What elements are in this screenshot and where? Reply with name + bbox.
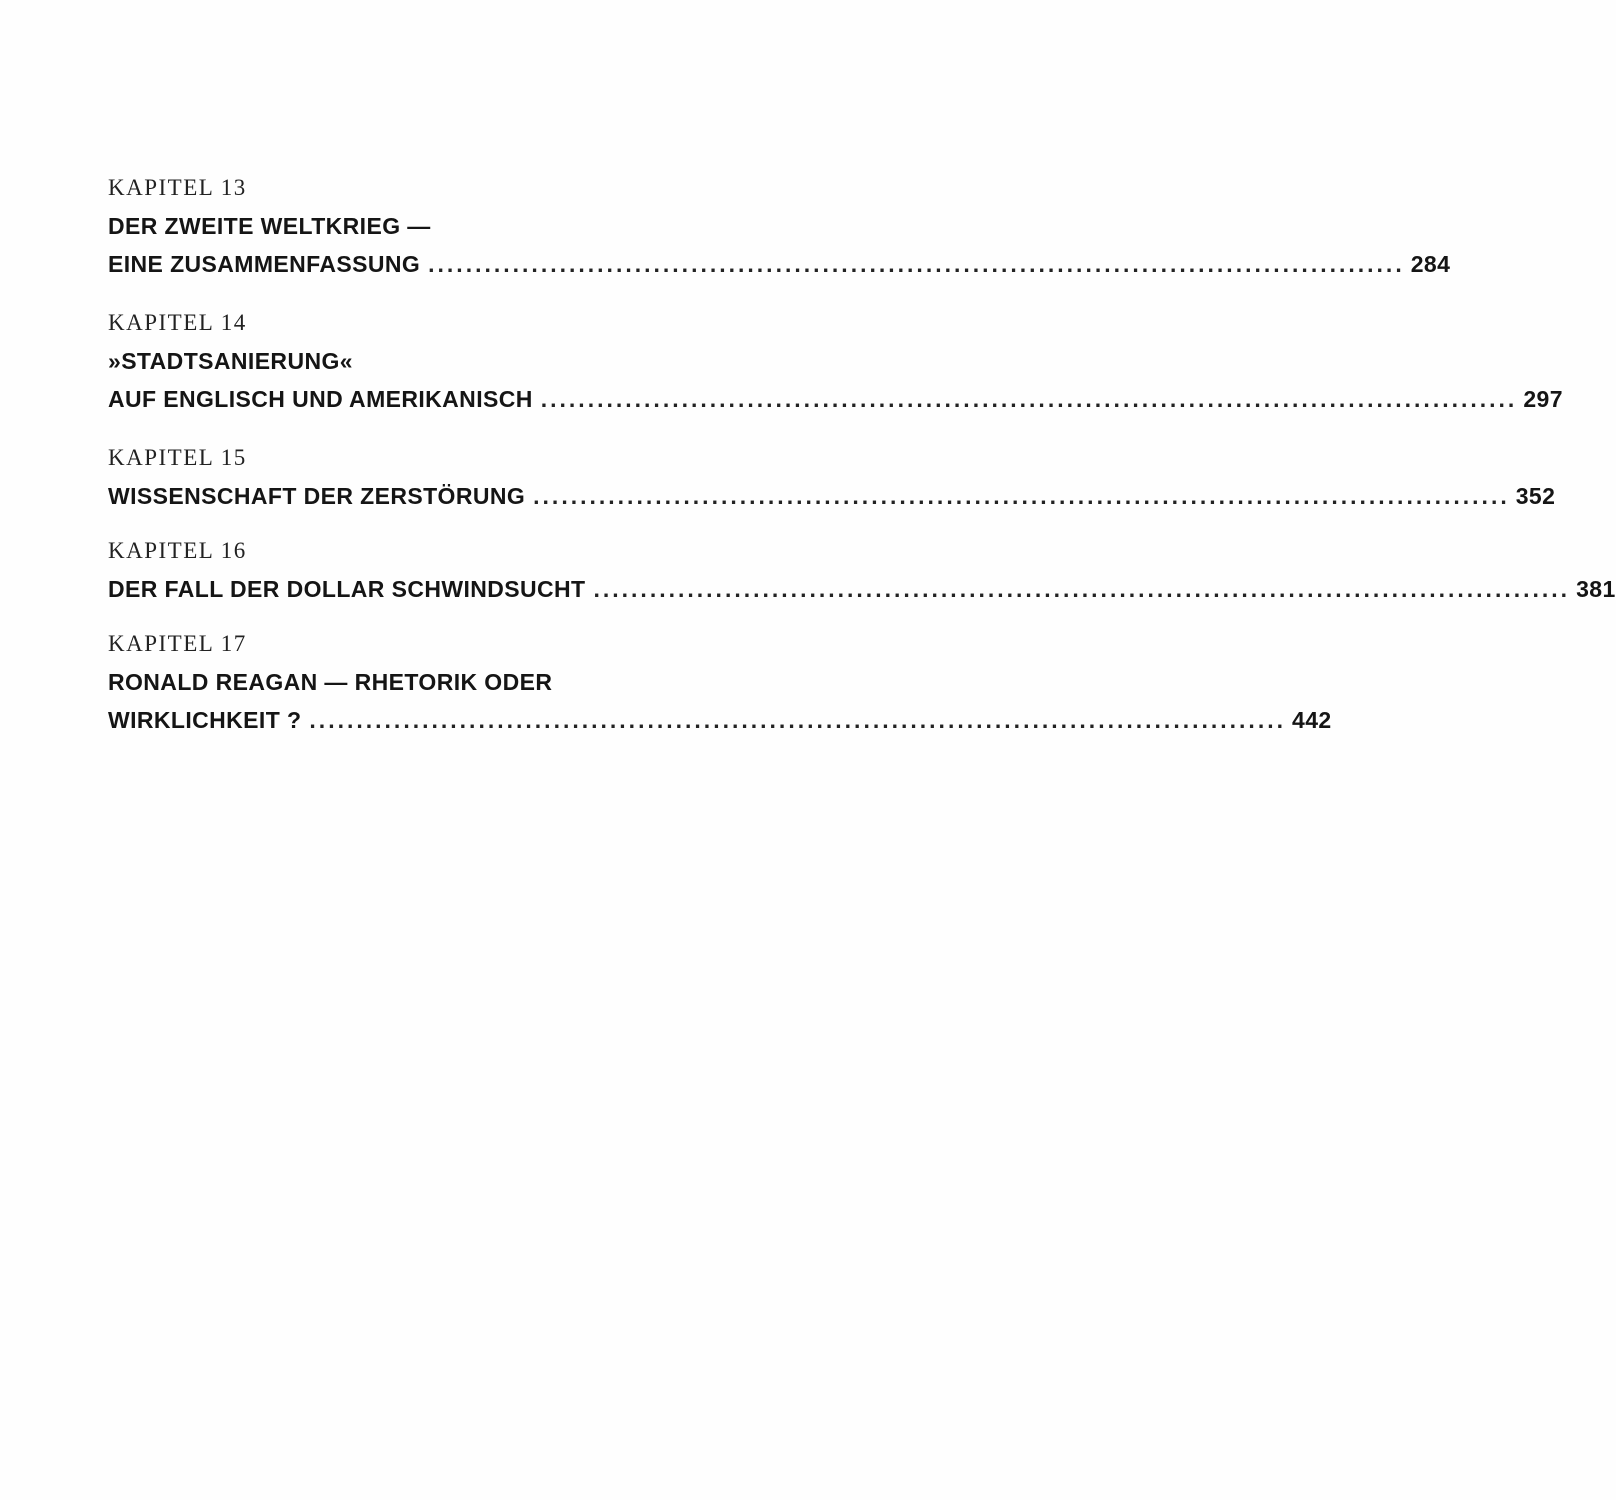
chapter-label: KAPITEL 13 [108, 175, 247, 200]
chapter-title-final-line [108, 701, 1332, 739]
page-number: 381 [1576, 576, 1616, 602]
chapter-label: KAPITEL 17 [108, 631, 247, 656]
chapter-label: KAPITEL 15 [108, 445, 247, 470]
chapter-title-text: EINE ZUSAMMENFASSUNG [108, 251, 421, 277]
toc-entry-kapitel-13 [108, 168, 1451, 283]
toc-entry-kapitel-16 [108, 531, 1616, 608]
dot-leader: ........................................................................................................ [309, 707, 1286, 733]
chapter-title-final-line [108, 570, 1616, 608]
page-number: 297 [1523, 386, 1563, 412]
dot-leader: ........................................................................................................ [593, 576, 1571, 602]
page-number: 442 [1292, 707, 1332, 733]
page-number: 352 [1515, 483, 1556, 509]
chapter-title-text: AUF ENGLISCH UND AMERIKANISCH [108, 386, 533, 412]
chapter-title-final-line [108, 245, 1451, 283]
table-of-contents [108, 168, 1616, 739]
chapter-title-final-line [108, 380, 1563, 418]
toc-entry-kapitel-15 [108, 438, 1556, 515]
chapter-title-line: RONALD REAGAN — RHETORIK ODER [108, 669, 553, 695]
chapter-label: KAPITEL 14 [108, 310, 247, 335]
toc-entry-kapitel-14 [108, 303, 1563, 418]
chapter-title-line: »STADTSANIERUNG« [108, 348, 353, 374]
chapter-title-text: DER FALL DER DOLLAR SCHWINDSUCHT [108, 576, 586, 602]
chapter-title-final-line [108, 477, 1556, 515]
chapter-title-text: WISSENSCHAFT DER ZERSTÖRUNG [108, 483, 526, 509]
dot-leader: ........................................................................................................ [540, 386, 1518, 412]
page-number: 284 [1410, 251, 1451, 277]
dot-leader: ........................................................................................................ [428, 251, 1405, 277]
chapter-title-line: DER ZWEITE WELTKRIEG — [108, 213, 431, 239]
chapter-label: KAPITEL 16 [108, 538, 247, 563]
chapter-title-text: WIRKLICHKEIT ? [108, 707, 302, 733]
dot-leader: ........................................................................................................ [533, 483, 1510, 509]
toc-entry-kapitel-17 [108, 624, 1332, 739]
